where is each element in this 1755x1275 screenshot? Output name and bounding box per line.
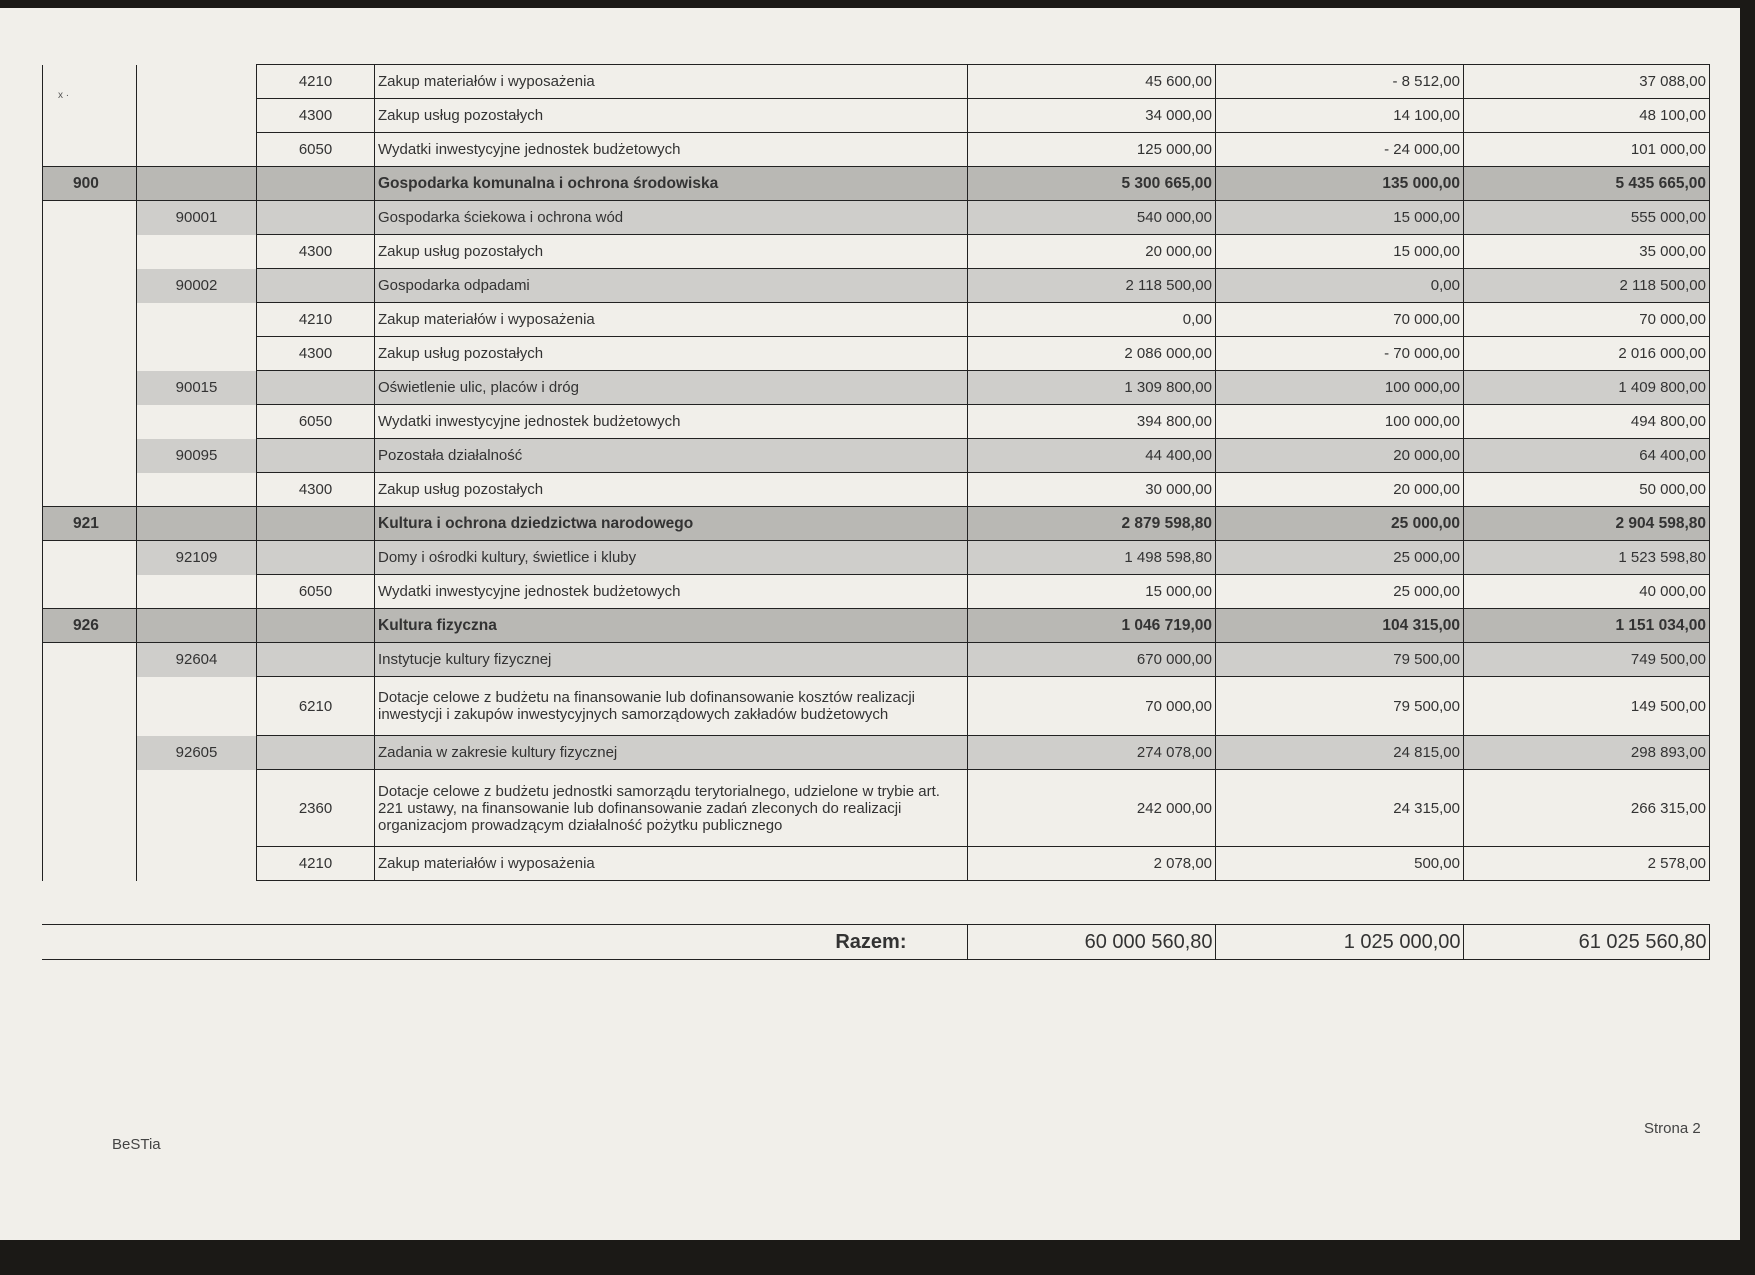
cell-zmiana: 25 000,00 bbox=[1216, 507, 1464, 541]
cell-plan: 2 118 500,00 bbox=[968, 269, 1216, 303]
document-page bbox=[0, 8, 1740, 1240]
cell-po-zmianie: 101 000,00 bbox=[1464, 133, 1710, 167]
cell-rozdzial bbox=[137, 677, 257, 736]
cell-rozdzial bbox=[137, 303, 257, 337]
cell-plan: 44 400,00 bbox=[968, 439, 1216, 473]
cell-dzial bbox=[43, 736, 137, 770]
cell-dzial: 900 bbox=[43, 167, 137, 201]
table-row bbox=[43, 303, 1710, 337]
budget-table bbox=[42, 64, 1710, 881]
footer-page-number: Strona 2 bbox=[1644, 1120, 1701, 1137]
cell-zmiana: 79 500,00 bbox=[1216, 677, 1464, 736]
cell-zmiana: 24 315,00 bbox=[1216, 770, 1464, 847]
table-row bbox=[43, 847, 1710, 881]
table-row bbox=[43, 736, 1710, 770]
cell-dzial bbox=[43, 337, 137, 371]
cell-plan: 30 000,00 bbox=[968, 473, 1216, 507]
cell-nazwa: Instytucje kultury fizycznej bbox=[375, 643, 968, 677]
cell-rozdzial bbox=[137, 507, 257, 541]
table-row bbox=[43, 167, 1710, 201]
cell-plan: 274 078,00 bbox=[968, 736, 1216, 770]
cell-nazwa: Zakup materiałów i wyposażenia bbox=[375, 847, 968, 881]
cell-paragraf: 4300 bbox=[257, 473, 375, 507]
footer-software-name: BeSTia bbox=[112, 1136, 161, 1153]
cell-paragraf bbox=[257, 269, 375, 303]
cell-po-zmianie: 2 118 500,00 bbox=[1464, 269, 1710, 303]
cell-plan: 1 498 598,80 bbox=[968, 541, 1216, 575]
cell-rozdzial: 92109 bbox=[137, 541, 257, 575]
cell-po-zmianie: 1 409 800,00 bbox=[1464, 371, 1710, 405]
cell-rozdzial bbox=[137, 337, 257, 371]
cell-nazwa: Zakup materiałów i wyposażenia bbox=[375, 303, 968, 337]
cell-paragraf: 6210 bbox=[257, 677, 375, 736]
cell-nazwa: Kultura i ochrona dziedzictwa narodowego bbox=[375, 507, 968, 541]
cell-rozdzial bbox=[137, 167, 257, 201]
cell-zmiana: 100 000,00 bbox=[1216, 371, 1464, 405]
cell-zmiana: 14 100,00 bbox=[1216, 99, 1464, 133]
cell-dzial bbox=[43, 65, 137, 99]
cell-rozdzial: 90002 bbox=[137, 269, 257, 303]
total-row-table bbox=[42, 924, 1710, 960]
cell-rozdzial: 92605 bbox=[137, 736, 257, 770]
cell-dzial bbox=[43, 371, 137, 405]
cell-paragraf: 6050 bbox=[257, 133, 375, 167]
cell-nazwa: Zakup usług pozostałych bbox=[375, 337, 968, 371]
cell-po-zmianie: 1 523 598,80 bbox=[1464, 541, 1710, 575]
cell-plan: 540 000,00 bbox=[968, 201, 1216, 235]
table-row bbox=[43, 65, 1710, 99]
cell-zmiana: 24 815,00 bbox=[1216, 736, 1464, 770]
cell-paragraf: 4300 bbox=[257, 99, 375, 133]
cell-plan: 5 300 665,00 bbox=[968, 167, 1216, 201]
cell-dzial bbox=[43, 473, 137, 507]
cell-po-zmianie: 149 500,00 bbox=[1464, 677, 1710, 736]
cell-rozdzial bbox=[137, 65, 257, 99]
cell-paragraf: 4210 bbox=[257, 847, 375, 881]
cell-dzial bbox=[43, 99, 137, 133]
table-row bbox=[43, 269, 1710, 303]
cell-rozdzial bbox=[137, 235, 257, 269]
cell-nazwa: Zakup usług pozostałych bbox=[375, 99, 968, 133]
table-row bbox=[43, 235, 1710, 269]
cell-zmiana: 15 000,00 bbox=[1216, 201, 1464, 235]
cell-dzial bbox=[43, 541, 137, 575]
cell-po-zmianie: 70 000,00 bbox=[1464, 303, 1710, 337]
cell-plan: 15 000,00 bbox=[968, 575, 1216, 609]
cell-po-zmianie: 64 400,00 bbox=[1464, 439, 1710, 473]
cell-paragraf bbox=[257, 201, 375, 235]
cell-rozdzial: 90095 bbox=[137, 439, 257, 473]
cell-nazwa: Zakup materiałów i wyposażenia bbox=[375, 65, 968, 99]
cell-nazwa: Gospodarka komunalna i ochrona środowiska bbox=[375, 167, 968, 201]
cell-po-zmianie: 298 893,00 bbox=[1464, 736, 1710, 770]
cell-po-zmianie: 50 000,00 bbox=[1464, 473, 1710, 507]
cell-nazwa: Dotacje celowe z budżetu jednostki samorządu terytorialnego, udzielone w trybie art. 221 ustawy, na finansowanie lub dofinansowanie zadań zleconych do realizacji organizacjom prowadzącym działalność pożytku publicznego bbox=[375, 770, 968, 847]
page-marks: x · bbox=[58, 90, 70, 101]
cell-rozdzial bbox=[137, 133, 257, 167]
cell-po-zmianie: 494 800,00 bbox=[1464, 405, 1710, 439]
total-label: Razem: bbox=[42, 925, 967, 960]
cell-nazwa: Zakup usług pozostałych bbox=[375, 235, 968, 269]
cell-nazwa: Wydatki inwestycyjne jednostek budżetowych bbox=[375, 133, 968, 167]
cell-zmiana: - 24 000,00 bbox=[1216, 133, 1464, 167]
cell-paragraf bbox=[257, 643, 375, 677]
table-row bbox=[43, 575, 1710, 609]
cell-paragraf bbox=[257, 371, 375, 405]
cell-rozdzial bbox=[137, 609, 257, 643]
cell-plan: 34 000,00 bbox=[968, 99, 1216, 133]
cell-plan: 670 000,00 bbox=[968, 643, 1216, 677]
cell-rozdzial bbox=[137, 99, 257, 133]
cell-po-zmianie: 35 000,00 bbox=[1464, 235, 1710, 269]
cell-zmiana: 79 500,00 bbox=[1216, 643, 1464, 677]
cell-dzial bbox=[43, 133, 137, 167]
cell-zmiana: 135 000,00 bbox=[1216, 167, 1464, 201]
cell-rozdzial: 90015 bbox=[137, 371, 257, 405]
cell-paragraf bbox=[257, 507, 375, 541]
cell-plan: 70 000,00 bbox=[968, 677, 1216, 736]
cell-po-zmianie: 2 578,00 bbox=[1464, 847, 1710, 881]
cell-plan: 2 086 000,00 bbox=[968, 337, 1216, 371]
cell-nazwa: Oświetlenie ulic, placów i dróg bbox=[375, 371, 968, 405]
cell-po-zmianie: 266 315,00 bbox=[1464, 770, 1710, 847]
cell-zmiana: 20 000,00 bbox=[1216, 473, 1464, 507]
cell-rozdzial bbox=[137, 847, 257, 881]
table-row bbox=[43, 473, 1710, 507]
table-row bbox=[43, 507, 1710, 541]
cell-nazwa: Gospodarka odpadami bbox=[375, 269, 968, 303]
cell-zmiana: 15 000,00 bbox=[1216, 235, 1464, 269]
total-row bbox=[42, 925, 1709, 960]
cell-po-zmianie: 48 100,00 bbox=[1464, 99, 1710, 133]
cell-zmiana: 0,00 bbox=[1216, 269, 1464, 303]
cell-nazwa: Pozostała działalność bbox=[375, 439, 968, 473]
cell-paragraf: 6050 bbox=[257, 405, 375, 439]
cell-nazwa: Wydatki inwestycyjne jednostek budżetowych bbox=[375, 405, 968, 439]
cell-rozdzial: 92604 bbox=[137, 643, 257, 677]
cell-plan: 394 800,00 bbox=[968, 405, 1216, 439]
cell-po-zmianie: 2 904 598,80 bbox=[1464, 507, 1710, 541]
cell-paragraf: 4210 bbox=[257, 303, 375, 337]
table-row bbox=[43, 439, 1710, 473]
table-row bbox=[43, 609, 1710, 643]
table-row bbox=[43, 770, 1710, 847]
cell-zmiana: - 8 512,00 bbox=[1216, 65, 1464, 99]
cell-plan: 0,00 bbox=[968, 303, 1216, 337]
cell-dzial bbox=[43, 201, 137, 235]
table-row bbox=[43, 541, 1710, 575]
cell-paragraf: 6050 bbox=[257, 575, 375, 609]
table-row bbox=[43, 371, 1710, 405]
cell-po-zmianie: 2 016 000,00 bbox=[1464, 337, 1710, 371]
cell-rozdzial: 90001 bbox=[137, 201, 257, 235]
table-row bbox=[43, 337, 1710, 371]
table-row bbox=[43, 405, 1710, 439]
cell-dzial bbox=[43, 770, 137, 847]
table-row bbox=[43, 133, 1710, 167]
cell-paragraf bbox=[257, 439, 375, 473]
cell-paragraf bbox=[257, 609, 375, 643]
cell-po-zmianie: 5 435 665,00 bbox=[1464, 167, 1710, 201]
cell-nazwa: Zadania w zakresie kultury fizycznej bbox=[375, 736, 968, 770]
total-plan: 60 000 560,80 bbox=[967, 925, 1215, 960]
cell-paragraf: 4300 bbox=[257, 337, 375, 371]
cell-nazwa: Domy i ośrodki kultury, świetlice i kluby bbox=[375, 541, 968, 575]
cell-nazwa: Wydatki inwestycyjne jednostek budżetowych bbox=[375, 575, 968, 609]
cell-po-zmianie: 37 088,00 bbox=[1464, 65, 1710, 99]
cell-rozdzial bbox=[137, 575, 257, 609]
cell-plan: 45 600,00 bbox=[968, 65, 1216, 99]
table-row bbox=[43, 201, 1710, 235]
cell-dzial bbox=[43, 235, 137, 269]
cell-po-zmianie: 40 000,00 bbox=[1464, 575, 1710, 609]
cell-zmiana: 104 315,00 bbox=[1216, 609, 1464, 643]
cell-zmiana: 70 000,00 bbox=[1216, 303, 1464, 337]
cell-paragraf bbox=[257, 541, 375, 575]
cell-dzial: 926 bbox=[43, 609, 137, 643]
cell-zmiana: - 70 000,00 bbox=[1216, 337, 1464, 371]
budget-table-body bbox=[43, 65, 1710, 881]
cell-paragraf: 2360 bbox=[257, 770, 375, 847]
cell-dzial: 921 bbox=[43, 507, 137, 541]
cell-zmiana: 100 000,00 bbox=[1216, 405, 1464, 439]
table-row bbox=[43, 643, 1710, 677]
cell-nazwa: Zakup usług pozostałych bbox=[375, 473, 968, 507]
cell-rozdzial bbox=[137, 473, 257, 507]
cell-plan: 1 046 719,00 bbox=[968, 609, 1216, 643]
cell-dzial bbox=[43, 847, 137, 881]
cell-rozdzial bbox=[137, 405, 257, 439]
cell-plan: 1 309 800,00 bbox=[968, 371, 1216, 405]
cell-po-zmianie: 1 151 034,00 bbox=[1464, 609, 1710, 643]
cell-zmiana: 25 000,00 bbox=[1216, 541, 1464, 575]
cell-paragraf: 4300 bbox=[257, 235, 375, 269]
total-after: 61 025 560,80 bbox=[1463, 925, 1709, 960]
total-change: 1 025 000,00 bbox=[1215, 925, 1463, 960]
cell-rozdzial bbox=[137, 770, 257, 847]
cell-nazwa: Gospodarka ściekowa i ochrona wód bbox=[375, 201, 968, 235]
cell-plan: 2 078,00 bbox=[968, 847, 1216, 881]
cell-nazwa: Dotacje celowe z budżetu na finansowanie lub dofinansowanie kosztów realizacji inwestycji i zakupów inwestycyjnych samorządowych zakładów budżetowych bbox=[375, 677, 968, 736]
cell-plan: 20 000,00 bbox=[968, 235, 1216, 269]
cell-zmiana: 500,00 bbox=[1216, 847, 1464, 881]
cell-dzial bbox=[43, 439, 137, 473]
cell-plan: 2 879 598,80 bbox=[968, 507, 1216, 541]
cell-paragraf: 4210 bbox=[257, 65, 375, 99]
cell-po-zmianie: 555 000,00 bbox=[1464, 201, 1710, 235]
cell-plan: 125 000,00 bbox=[968, 133, 1216, 167]
cell-dzial bbox=[43, 575, 137, 609]
cell-paragraf bbox=[257, 167, 375, 201]
table-row bbox=[43, 677, 1710, 736]
table-row bbox=[43, 99, 1710, 133]
cell-plan: 242 000,00 bbox=[968, 770, 1216, 847]
cell-dzial bbox=[43, 303, 137, 337]
cell-dzial bbox=[43, 405, 137, 439]
cell-nazwa: Kultura fizyczna bbox=[375, 609, 968, 643]
cell-dzial bbox=[43, 677, 137, 736]
cell-dzial bbox=[43, 643, 137, 677]
cell-po-zmianie: 749 500,00 bbox=[1464, 643, 1710, 677]
cell-dzial bbox=[43, 269, 137, 303]
cell-paragraf bbox=[257, 736, 375, 770]
cell-zmiana: 25 000,00 bbox=[1216, 575, 1464, 609]
cell-zmiana: 20 000,00 bbox=[1216, 439, 1464, 473]
